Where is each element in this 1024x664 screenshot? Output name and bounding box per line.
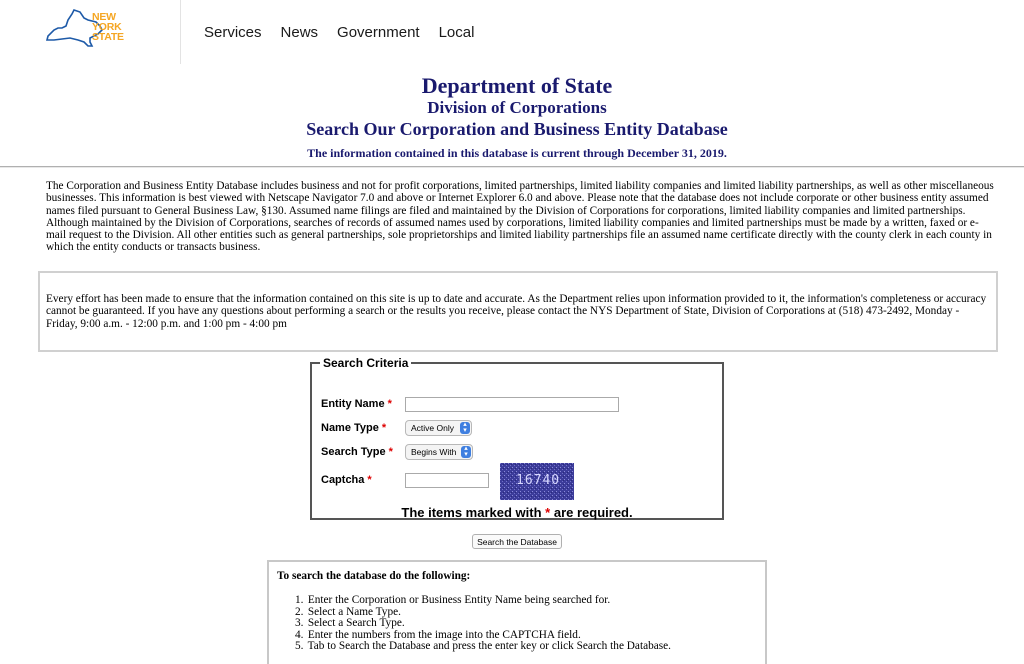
search-criteria-legend: Search Criteria xyxy=(323,356,409,370)
nav-local[interactable]: Local xyxy=(438,24,475,41)
disclaimer-box xyxy=(38,271,998,352)
required-star: * xyxy=(387,398,392,410)
instruction-step: 4. Enter the numbers from the image into the CAPTCHA field. xyxy=(295,628,581,641)
instructions-heading: To search the database do the following: xyxy=(277,570,471,582)
site-header xyxy=(0,0,1024,66)
nav-services[interactable]: Services xyxy=(204,24,262,41)
entity-name-label: Entity Name * xyxy=(321,398,392,410)
required-star: * xyxy=(381,422,387,434)
department-title: Department of State xyxy=(421,73,613,98)
entity-name-input[interactable] xyxy=(405,397,619,412)
name-type-select[interactable]: Active Only ▴ ▾ xyxy=(405,420,472,436)
intro-paragraph: The Corporation and Business Entity Database includes business and not for profit corporations, limited partnerships, limited liability companies and limited liability partnerships, as well as other miscellaneous businesses. This information is best viewed with Netscape Navigator 7.0 and above or Internet Explorer 6.0 and above. Please note that the database does not include corporate or other business entity assumed names filed pursuant to General Business Law, §130. Assumed name filings are filed and maintained by the Division of Corporations for corporations, limited liability companies and limited partnerships. Although maintained by the Division of Corporations, searches of records of assumed names used by corporations, limited liability companies and limited partnerships must be made by a written, faxed or e-mail request to the Division. All other entities such as general partnerships, sole proprietorships and limited liability partnerships file an assumed name certificate directly with the county clerk in each county in which the entity conducts or transacts business. xyxy=(46,180,994,254)
instruction-step: 3. Select a Search Type. xyxy=(295,617,405,630)
disclaimer-text: Every effort has been made to ensure that the information contained on this site is up to date and accurate. As the Department relies upon information provided to it, the information's completeness or accuracy cannot be guaranteed. If you have any questions about performing a search or the results you receive, please contact the NYS Department of State, Division of Corporations at (518) 473-2492, Monday - Friday, 9:00 a.m. - 12:00 p.m. and 1:00 pm - 4:00 pm xyxy=(46,293,987,330)
required-star: * xyxy=(388,446,393,458)
required-star: * xyxy=(367,474,372,486)
logo-wordmark: NEW YORK STATE xyxy=(92,11,124,43)
search-database-button[interactable]: Search the Database xyxy=(472,534,562,549)
nys-logo[interactable] xyxy=(44,8,134,48)
captcha-image xyxy=(500,463,574,500)
instructions-list xyxy=(295,595,671,653)
nav-government[interactable]: Government xyxy=(337,24,420,41)
search-type-label: Search Type * xyxy=(321,446,393,458)
select-arrows-icon: ▴ ▾ xyxy=(460,422,470,434)
required-note: The items marked with * are required. xyxy=(401,505,633,520)
search-type-select[interactable]: Begins With ▴ ▾ xyxy=(405,444,473,460)
main-nav xyxy=(204,24,474,41)
select-arrows-icon: ▴ ▾ xyxy=(461,446,471,458)
instructions-box xyxy=(267,560,767,664)
title-divider xyxy=(0,166,1024,168)
instruction-step: 1. Enter the Corporation or Business Entity Name being searched for. xyxy=(295,594,611,606)
captcha-input[interactable] xyxy=(405,473,489,488)
instruction-step: 2. Select a Name Type. xyxy=(295,605,401,618)
captcha-label: Captcha * xyxy=(321,474,372,486)
division-title: Division of Corporations xyxy=(427,98,607,117)
name-type-label: Name Type * xyxy=(321,422,387,434)
search-title: Search Our Corporation and Business Entity Database xyxy=(306,119,728,139)
captcha-code: 16740 xyxy=(516,473,561,488)
search-criteria-form xyxy=(310,356,724,520)
page-titles xyxy=(0,74,1024,164)
current-through-note: The information contained in this database is current through December 31, 2019. xyxy=(307,146,727,160)
header-divider xyxy=(180,0,181,64)
instruction-step: 5. Tab to Search the Database and press the enter key or click Search the Database. xyxy=(295,640,672,653)
nav-news[interactable]: News xyxy=(280,24,319,41)
